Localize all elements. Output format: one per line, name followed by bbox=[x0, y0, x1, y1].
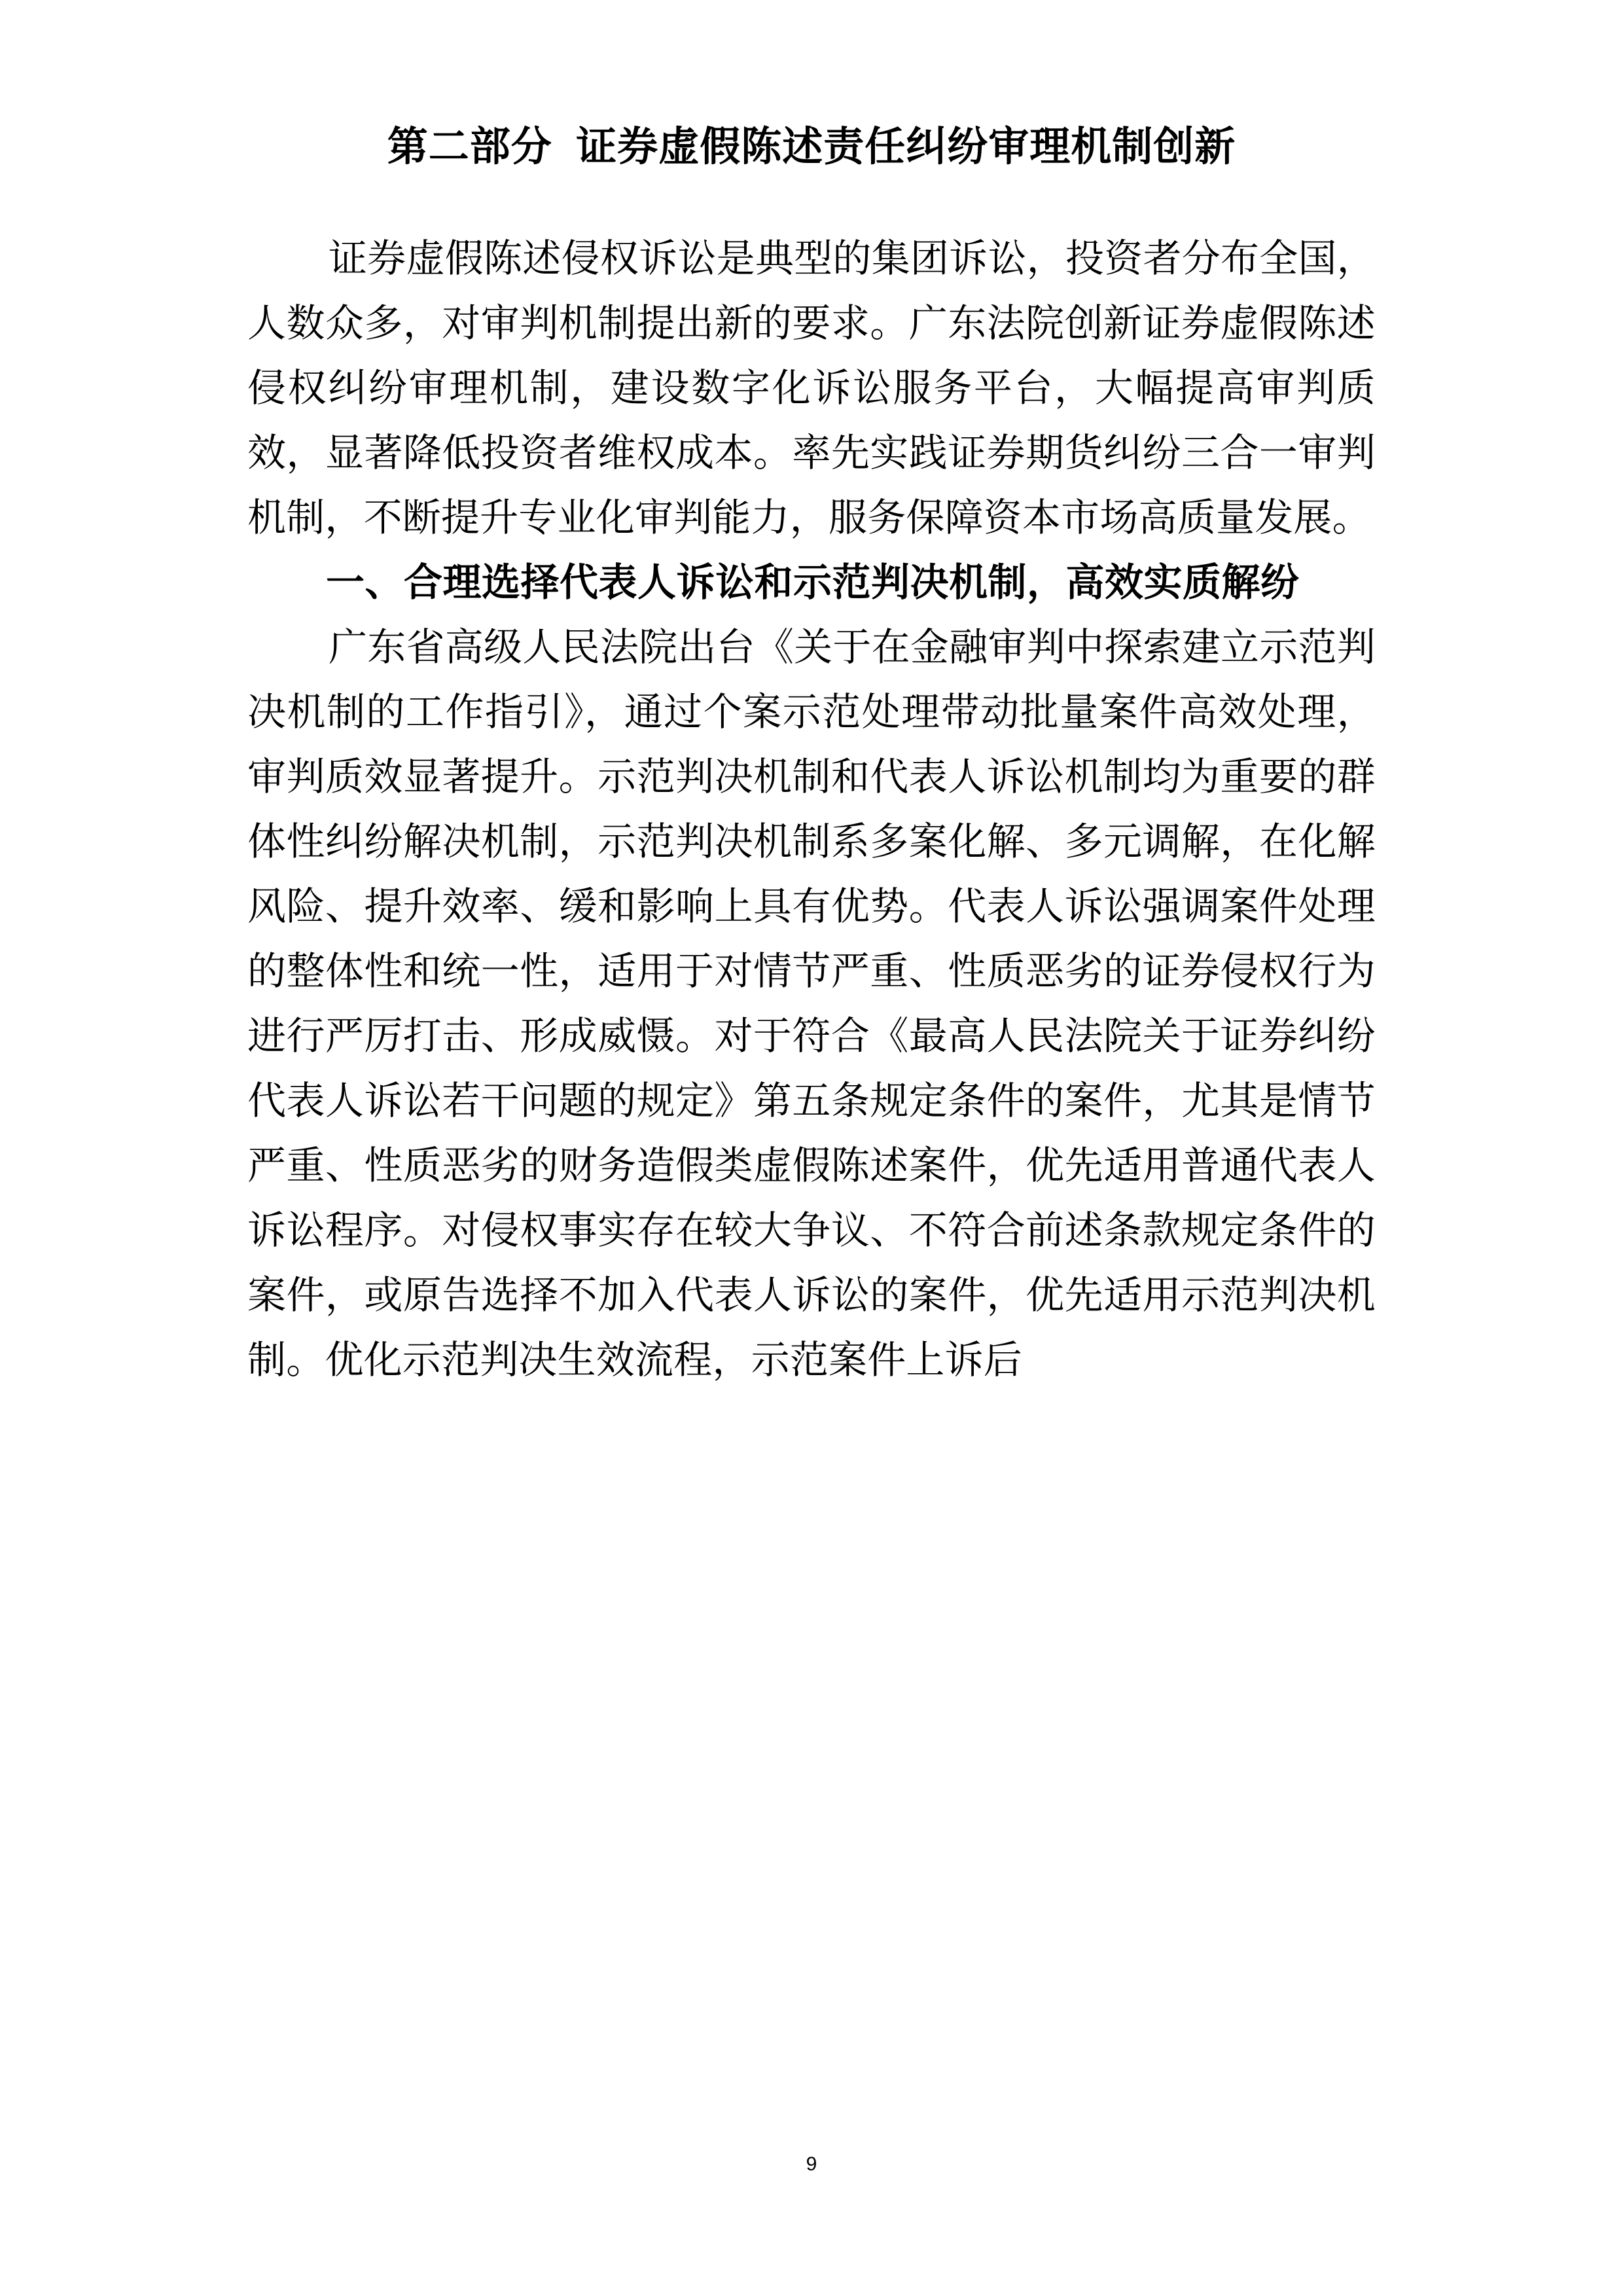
document-content bbox=[247, 79, 1376, 1393]
intro-paragraph: 证券虚假陈述侵权诉讼是典型的集团诉讼，投资者分布全国，人数众多，对审判机制提出新的要求。广东法院创新证券虚假陈述侵权纠纷审理机制，建设数字化诉讼服务平台，大幅提高审判质效，显著降低投资者维权成本。率先实践证券期货纠纷三合一审判机制，不断提升专业化审判能力，服务保障资本市场高质量发展。 bbox=[247, 237, 1376, 539]
section-heading-1: 一、合理选择代表人诉讼和示范判决机制，高效实质解纷 bbox=[326, 561, 1300, 604]
body-paragraph-1: 广东省高级人民法院出台《关于在金融审判中探索建立示范判决机制的工作指引》，通过个案示范处理带动批量案件高效处理，审判质效显著提升。示范判决机制和代表人诉讼机制均为重要的群体性纠纷解决机制，示范判决机制系多案化解、多元调解，在化解风险、提升效率、缓和影响上具有优势。代表人诉讼强调案件处理的整体性和统一性，适用于对情节严重、性质恶劣的证券侵权行为进行严厉打击、形成威慑。对于符合《最高人民法院关于证券纠纷代表人诉讼若干问题的规定》第五条规定条件的案件，尤其是情节严重、性质恶劣的财务造假类虚假陈述案件，优先适用普通代表人诉讼程序。对侵权事实存在较大争议、不符合前述条款规定条件的案件，或原告选择不加入代表人诉讼的案件，优先适用示范判决机制。优化示范判决生效流程，示范案件上诉后 bbox=[247, 626, 1376, 1382]
page-number: 9 bbox=[806, 2153, 817, 2175]
page-title: 第二部分 证券虚假陈述责任纠纷审理机制创新 bbox=[387, 124, 1236, 170]
